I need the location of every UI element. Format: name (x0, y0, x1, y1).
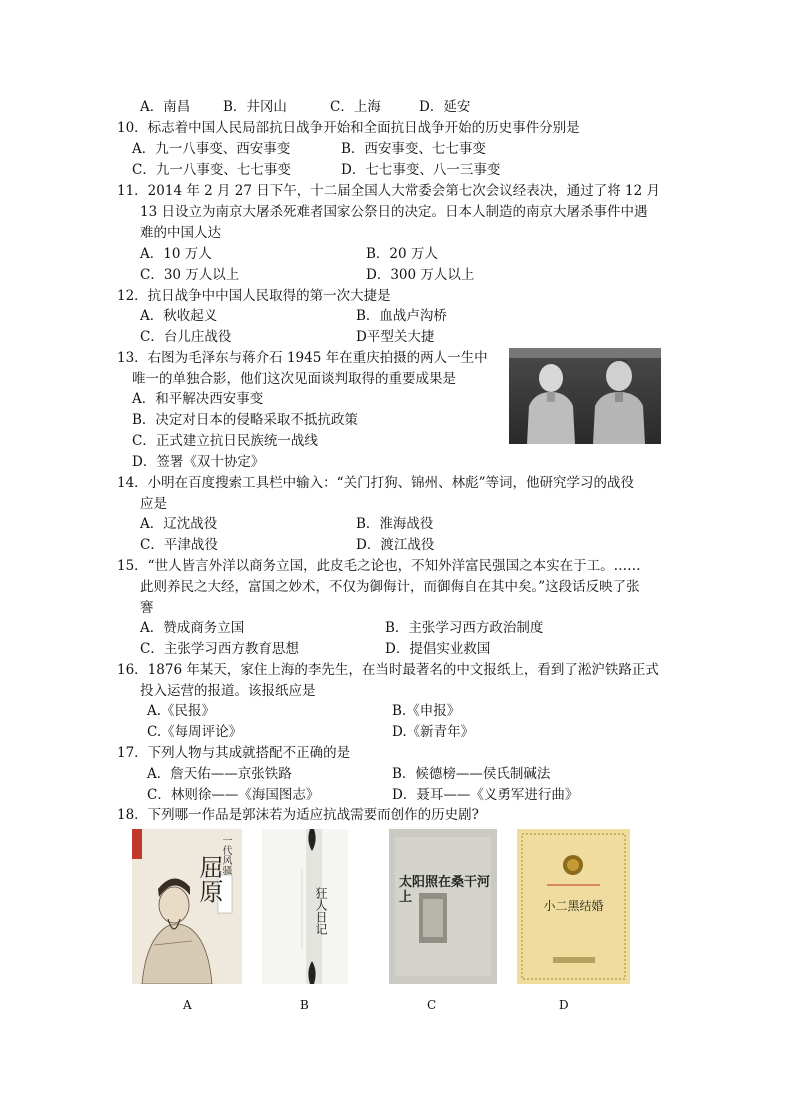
book-a-subtitle: 一代风骚 (220, 835, 231, 875)
q16-stem-line2: 投入运营的报道。该报纸应是 (140, 683, 316, 699)
q14-option-d[interactable]: D．渡江战役 (356, 537, 435, 553)
q10-option-a[interactable]: A．九一八事变、西安事变 (132, 141, 291, 157)
q15-option-c[interactable]: C．主张学习西方教育思想 (140, 641, 299, 657)
q12-option-c[interactable]: C．台儿庄战役 (140, 329, 232, 345)
q11-stem-line2: 13 日设立为南京大屠杀死难者国家公祭日的决定。日本人制造的南京大屠杀事件中遇 (140, 204, 648, 220)
book-d-title: 小二黑结婚 (543, 899, 604, 913)
q11-stem-line3: 难的中国人达 (140, 225, 221, 241)
q12-stem: 12．抗日战争中中国人民取得的第一次大捷是 (117, 288, 391, 304)
q11-option-d[interactable]: D．300 万人以上 (366, 267, 475, 283)
q9-option-a[interactable]: A．南昌 (140, 99, 191, 115)
q17-option-b[interactable]: B．候德榜——侯氏制碱法 (392, 766, 551, 782)
book-b-illustration (262, 829, 348, 984)
book-b-kuangren-riji-cover[interactable] (262, 829, 348, 984)
q15-stem-line1: 15．“世人皆言外洋以商务立国，此皮毛之论也，不知外洋富民强国之本实在于工。…… (117, 558, 641, 574)
q9-option-c[interactable]: C．上海 (330, 99, 381, 115)
q15-stem-line2: 此则养民之大经，富国之妙术，不仅为御侮计，而御侮自在其中矣。”这段话反映了张 (140, 579, 640, 595)
q13-stem-line1: 13．右图为毛泽东与蒋介石 1945 年在重庆拍摄的两人一生中 (117, 350, 488, 366)
q11-stem-line1: 11．2014 年 2 月 27 日下午，十二届全国人大常委会第七次会议经表决，通过了将 12 月 (117, 183, 661, 199)
q13-option-d[interactable]: D．签署《双十协定》 (132, 454, 265, 470)
book-d-xiaoerhei-cover[interactable] (517, 829, 630, 984)
q13-stem-line2: 唯一的单独合影，他们这次见面谈判取得的重要成果是 (132, 371, 456, 387)
q14-option-a[interactable]: A．辽沈战役 (140, 516, 218, 532)
q13-option-c[interactable]: C．正式建立抗日民族统一战线 (132, 433, 318, 449)
book-c-illustration (389, 829, 497, 984)
book-c-title: 太阳照在桑干河上 (399, 875, 491, 905)
q12-option-b[interactable]: B．血战卢沟桥 (356, 308, 447, 324)
q16-option-b[interactable]: B.《申报》 (392, 703, 461, 719)
q10-stem: 10．标志着中国人民局部抗日战争开始和全面抗日战争开始的历史事件分别是 (117, 120, 580, 136)
q16-stem-line1: 16．1876 年某天，家住上海的李先生，在当时最著名的中文报纸上，看到了淞沪铁路正式 (117, 662, 659, 678)
q15-stem-line3: 謇 (140, 600, 154, 616)
book-b-title: 狂人日记 (314, 887, 328, 935)
q15-option-a[interactable]: A．赞成商务立国 (140, 620, 245, 636)
q14-stem-line1: 14．小明在百度搜索工具栏中输入：“关门打狗、锦州、林彪”等词，他研究学习的战役 (117, 475, 634, 491)
q11-option-b[interactable]: B．20 万人 (366, 246, 438, 262)
book-caption-a: A (183, 998, 192, 1012)
book-a-title: 屈原 (195, 855, 223, 903)
book-caption-c: C (427, 998, 437, 1012)
q18-stem: 18．下列哪一作品是郭沫若为适应抗战需要而创作的历史剧? (117, 807, 479, 823)
q12-option-d[interactable]: D平型关大捷 (356, 329, 435, 345)
q10-option-c[interactable]: C．九一八事变、七七事变 (132, 162, 291, 178)
q11-option-a[interactable]: A．10 万人 (140, 246, 212, 262)
q9-option-b[interactable]: B．井冈山 (223, 99, 287, 115)
q9-option-d[interactable]: D．延安 (419, 99, 471, 115)
book-a-quyuan-cover[interactable] (132, 829, 242, 984)
q13-option-a[interactable]: A．和平解决西安事变 (132, 391, 264, 407)
q14-option-b[interactable]: B．淮海战役 (356, 516, 434, 532)
q15-option-b[interactable]: B．主张学习西方政治制度 (385, 620, 544, 636)
book-c-sangganhe-cover[interactable] (389, 829, 497, 984)
q17-option-c[interactable]: C．林则徐——《海国图志》 (147, 787, 320, 803)
q16-option-a[interactable]: A.《民报》 (147, 703, 216, 719)
q16-option-c[interactable]: C.《每周评论》 (147, 724, 243, 740)
book-caption-d: D (559, 998, 569, 1012)
q14-stem-line2: 应是 (140, 496, 167, 512)
q10-option-d[interactable]: D．七七事变、八一三事变 (341, 162, 501, 178)
photo-two-men-illustration (509, 348, 661, 444)
q13-photo (509, 348, 661, 444)
q16-option-d[interactable]: D.《新青年》 (392, 724, 475, 740)
q17-option-a[interactable]: A．詹天佑——京张铁路 (147, 766, 292, 782)
q17-stem: 17．下列人物与其成就搭配不正确的是 (117, 745, 351, 761)
q13-option-b[interactable]: B．决定对日本的侵略采取不抵抗政策 (132, 412, 358, 428)
q11-option-c[interactable]: C．30 万人以上 (140, 267, 240, 283)
q12-option-a[interactable]: A．秋收起义 (140, 308, 218, 324)
q17-option-d[interactable]: D．聂耳——《义勇军进行曲》 (392, 787, 579, 803)
q14-option-c[interactable]: C．平津战役 (140, 537, 218, 553)
book-caption-b: B (300, 998, 309, 1012)
q10-option-b[interactable]: B．西安事变、七七事变 (341, 141, 486, 157)
q15-option-d[interactable]: D．提倡实业救国 (385, 641, 491, 657)
